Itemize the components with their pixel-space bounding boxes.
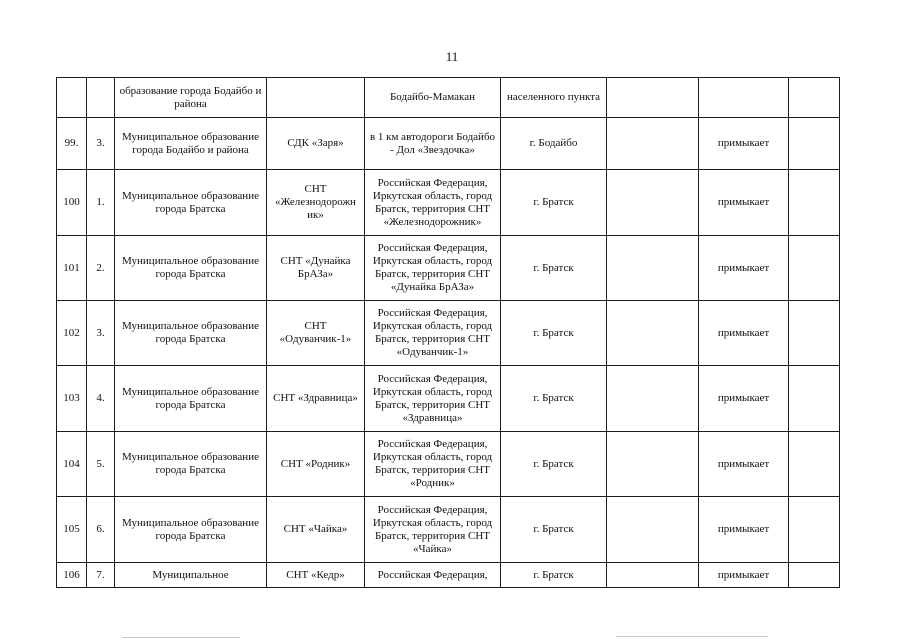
cell-municipality: Муниципальное образование города Братска — [115, 236, 267, 301]
cell-object — [267, 78, 365, 118]
cell-status — [699, 78, 789, 118]
cell-status: примыкает — [699, 497, 789, 563]
cell-settlement: г. Братск — [501, 432, 607, 497]
table-row — [57, 78, 840, 118]
cell-object: СНТ «Одуванчик-1» — [267, 301, 365, 366]
cell-address: Российская Федерация, Иркутская область, город Братск, территория СНТ «Здравница» — [365, 366, 501, 432]
cell-municipality: образование города Бодайбо и района — [115, 78, 267, 118]
cell-municipality: Муниципальное образование города Братска — [115, 301, 267, 366]
cell-address: Российская Федерация, Иркутская область, город Братск, территория СНТ «Чайка» — [365, 497, 501, 563]
cell-settlement: г. Братск — [501, 236, 607, 301]
cell-object: СНТ «Дунайка БрАЗа» — [267, 236, 365, 301]
cell-number: 102 — [57, 301, 87, 366]
cell-settlement: г. Братск — [501, 497, 607, 563]
table-row — [57, 301, 840, 366]
cell-sub-number: 7. — [87, 563, 115, 588]
cell-address: Российская Федерация, Иркутская область, город Братск, территория СНТ «Родник» — [365, 432, 501, 497]
table-row — [57, 170, 840, 236]
cell-sub-number: 3. — [87, 118, 115, 170]
cell-address: в 1 км автодороги Бодайбо - Дол «Звездочка» — [365, 118, 501, 170]
cell-number: 101 — [57, 236, 87, 301]
page-number: 11 — [445, 49, 459, 64]
cell-empty — [789, 366, 840, 432]
cell-number — [57, 78, 87, 118]
objects-table — [56, 77, 840, 588]
cell-settlement: г. Бодайбо — [501, 118, 607, 170]
cell-empty — [789, 432, 840, 497]
cell-empty — [789, 170, 840, 236]
cell-address: Российская Федерация, Иркутская область, город Братск, территория СНТ «Дунайка БрАЗа» — [365, 236, 501, 301]
cell-status: примыкает — [699, 432, 789, 497]
cell-empty — [607, 432, 699, 497]
cell-address: Российская Федерация, Иркутская область, город Братск, территория СНТ «Одуванчик-1» — [365, 301, 501, 366]
cell-empty — [607, 118, 699, 170]
cell-object: СНТ «Здравница» — [267, 366, 365, 432]
cell-municipality: Муниципальное образование города Братска — [115, 497, 267, 563]
cell-object: СНТ «Железнодорожн ик» — [267, 170, 365, 236]
table-row — [57, 118, 840, 170]
cell-status: примыкает — [699, 301, 789, 366]
cell-number: 100 — [57, 170, 87, 236]
cell-address: Бодайбо-Мамакан — [365, 78, 501, 118]
cell-empty — [789, 236, 840, 301]
table-row — [57, 563, 840, 588]
cell-empty — [607, 563, 699, 588]
cell-municipality: Муниципальное образование города Братска — [115, 432, 267, 497]
cell-number: 106 — [57, 563, 87, 588]
cell-empty — [607, 170, 699, 236]
cell-status: примыкает — [699, 366, 789, 432]
cell-empty — [789, 78, 840, 118]
cell-empty — [607, 366, 699, 432]
cell-empty — [607, 301, 699, 366]
cell-empty — [789, 118, 840, 170]
cell-sub-number: 1. — [87, 170, 115, 236]
cell-empty — [607, 497, 699, 563]
cell-status: примыкает — [699, 563, 789, 588]
cell-settlement: г. Братск — [501, 170, 607, 236]
cell-empty — [789, 563, 840, 588]
cell-municipality: Муниципальное образование города Братска — [115, 366, 267, 432]
table-row — [57, 432, 840, 497]
cell-status: примыкает — [699, 236, 789, 301]
cell-sub-number: 3. — [87, 301, 115, 366]
cell-sub-number: 6. — [87, 497, 115, 563]
table-row — [57, 366, 840, 432]
cell-number: 99. — [57, 118, 87, 170]
cell-address: Российская Федерация, Иркутская область, город Братск, территория СНТ «Железнодорожник» — [365, 170, 501, 236]
table-row — [57, 497, 840, 563]
table-row — [57, 236, 840, 301]
cell-settlement: г. Братск — [501, 366, 607, 432]
cell-empty — [607, 78, 699, 118]
scan-artifact — [616, 636, 768, 637]
cell-number: 105 — [57, 497, 87, 563]
cell-municipality: Муниципальное образование города Братска — [115, 170, 267, 236]
cell-address: Российская Федерация, — [365, 563, 501, 588]
cell-number: 103 — [57, 366, 87, 432]
cell-object: СДК «Заря» — [267, 118, 365, 170]
cell-sub-number: 5. — [87, 432, 115, 497]
table-body — [57, 78, 840, 588]
cell-settlement: г. Братск — [501, 301, 607, 366]
cell-municipality: Муниципальное — [115, 563, 267, 588]
cell-settlement: г. Братск — [501, 563, 607, 588]
cell-object: СНТ «Кедр» — [267, 563, 365, 588]
cell-sub-number — [87, 78, 115, 118]
cell-empty — [607, 236, 699, 301]
cell-status: примыкает — [699, 118, 789, 170]
cell-empty — [789, 301, 840, 366]
cell-number: 104 — [57, 432, 87, 497]
cell-sub-number: 2. — [87, 236, 115, 301]
cell-sub-number: 4. — [87, 366, 115, 432]
cell-settlement: населенного пункта — [501, 78, 607, 118]
scan-artifact — [122, 637, 240, 638]
cell-municipality: Муниципальное образование города Бодайбо и района — [115, 118, 267, 170]
cell-object: СНТ «Чайка» — [267, 497, 365, 563]
cell-empty — [789, 497, 840, 563]
cell-status: примыкает — [699, 170, 789, 236]
cell-object: СНТ «Родник» — [267, 432, 365, 497]
